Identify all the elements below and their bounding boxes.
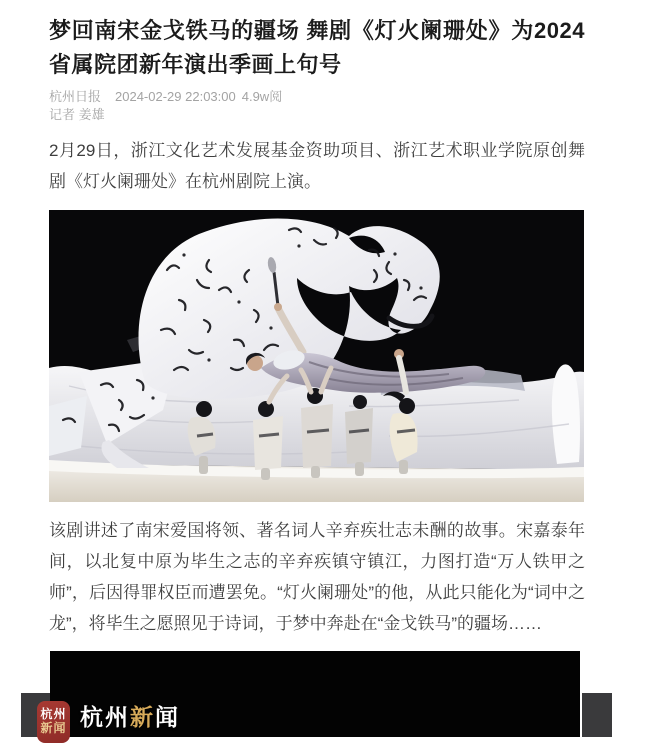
watermark-wordmark: [80, 705, 180, 731]
app-icon-text-bottom: 新闻: [40, 721, 67, 735]
paragraph-2: 该剧讲述了南宋爱国将领、著名词人辛弃疾壮志未酬的故事。宋嘉泰年间，以北复中原为毕生之志的辛弃疾镇守镇江，力图打造“万人铁甲之师”，后因得罪权臣而遭罢免。“灯火阑珊处”的他，从此只能化为“词中之龙”，将毕生之愿照见于诗词，于梦中奔赴在“金戈铁马”的疆场……: [49, 521, 585, 633]
article-meta: [49, 89, 585, 105]
wordmark-part-left: 杭州: [80, 705, 130, 730]
paragraph-1: 2月29日，浙江文化艺术发展基金资助项目、浙江艺术职业学院原创舞剧《灯火阑珊处》在杭州剧院上演。: [49, 141, 585, 191]
app-icon-text-top: 杭州: [40, 707, 67, 721]
wordmark-part-accent: 新: [130, 705, 155, 730]
stage-performance-image: [49, 210, 584, 502]
video-player[interactable]: [40, 651, 585, 737]
article-photo[interactable]: [49, 210, 584, 502]
wordmark-part-right: 闻: [155, 705, 180, 730]
publish-datetime: 2024-02-29 22:03:00: [115, 89, 236, 104]
byline: 记者 姜雄: [49, 107, 105, 122]
source-name: 杭州日报: [49, 89, 102, 104]
article-title: 梦回南宋金戈铁马的疆场 舞剧《灯火阑珊处》为2024省属院团新年演出季画上句号: [49, 18, 585, 77]
read-count: 4.9w阅: [241, 89, 283, 104]
